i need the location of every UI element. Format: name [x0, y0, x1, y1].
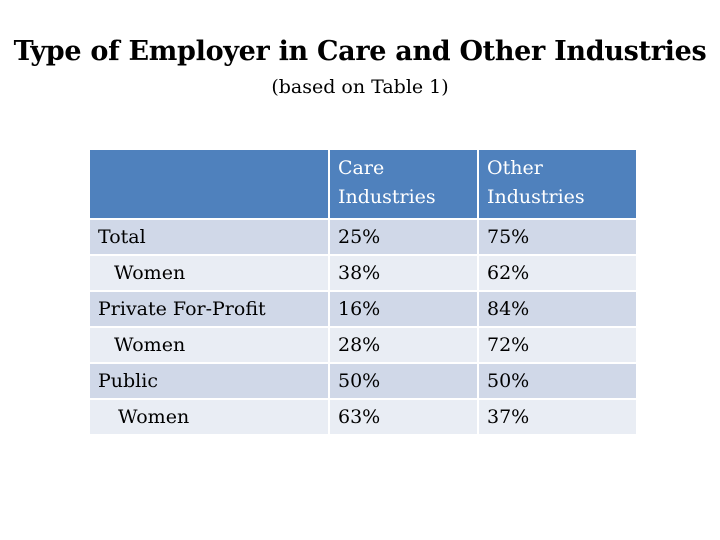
employer-type-table — [90, 150, 636, 436]
cell-other: 84% — [478, 291, 636, 327]
cell-care: 28% — [329, 327, 478, 363]
header-other-industries: Other Industries — [478, 150, 636, 219]
cell-care: 38% — [329, 255, 478, 291]
row-label-public: Public — [90, 363, 329, 399]
row-label-total: Total — [90, 219, 329, 255]
table-row — [90, 327, 636, 363]
cell-other: 50% — [478, 363, 636, 399]
table-row — [90, 255, 636, 291]
cell-other: 72% — [478, 327, 636, 363]
cell-other: 62% — [478, 255, 636, 291]
row-label-private-women: Women — [90, 327, 329, 363]
slide-subtitle: (based on Table 1) — [271, 76, 449, 98]
table-row — [90, 399, 636, 435]
table-row — [90, 363, 636, 399]
cell-other: 75% — [478, 219, 636, 255]
header-corner-cell — [90, 150, 329, 219]
row-label-total-women: Women — [90, 255, 329, 291]
cell-other: 37% — [478, 399, 636, 435]
table-header-row — [90, 150, 636, 219]
slide-title: Type of Employer in Care and Other Industries — [13, 36, 707, 67]
table-row — [90, 219, 636, 255]
row-label-public-women: Women — [90, 399, 329, 435]
header-care-industries: Care Industries — [329, 150, 478, 219]
cell-care: 63% — [329, 399, 478, 435]
cell-care: 50% — [329, 363, 478, 399]
row-label-private-for-profit: Private For-Profit — [90, 291, 329, 327]
cell-care: 25% — [329, 219, 478, 255]
table-row — [90, 291, 636, 327]
cell-care: 16% — [329, 291, 478, 327]
